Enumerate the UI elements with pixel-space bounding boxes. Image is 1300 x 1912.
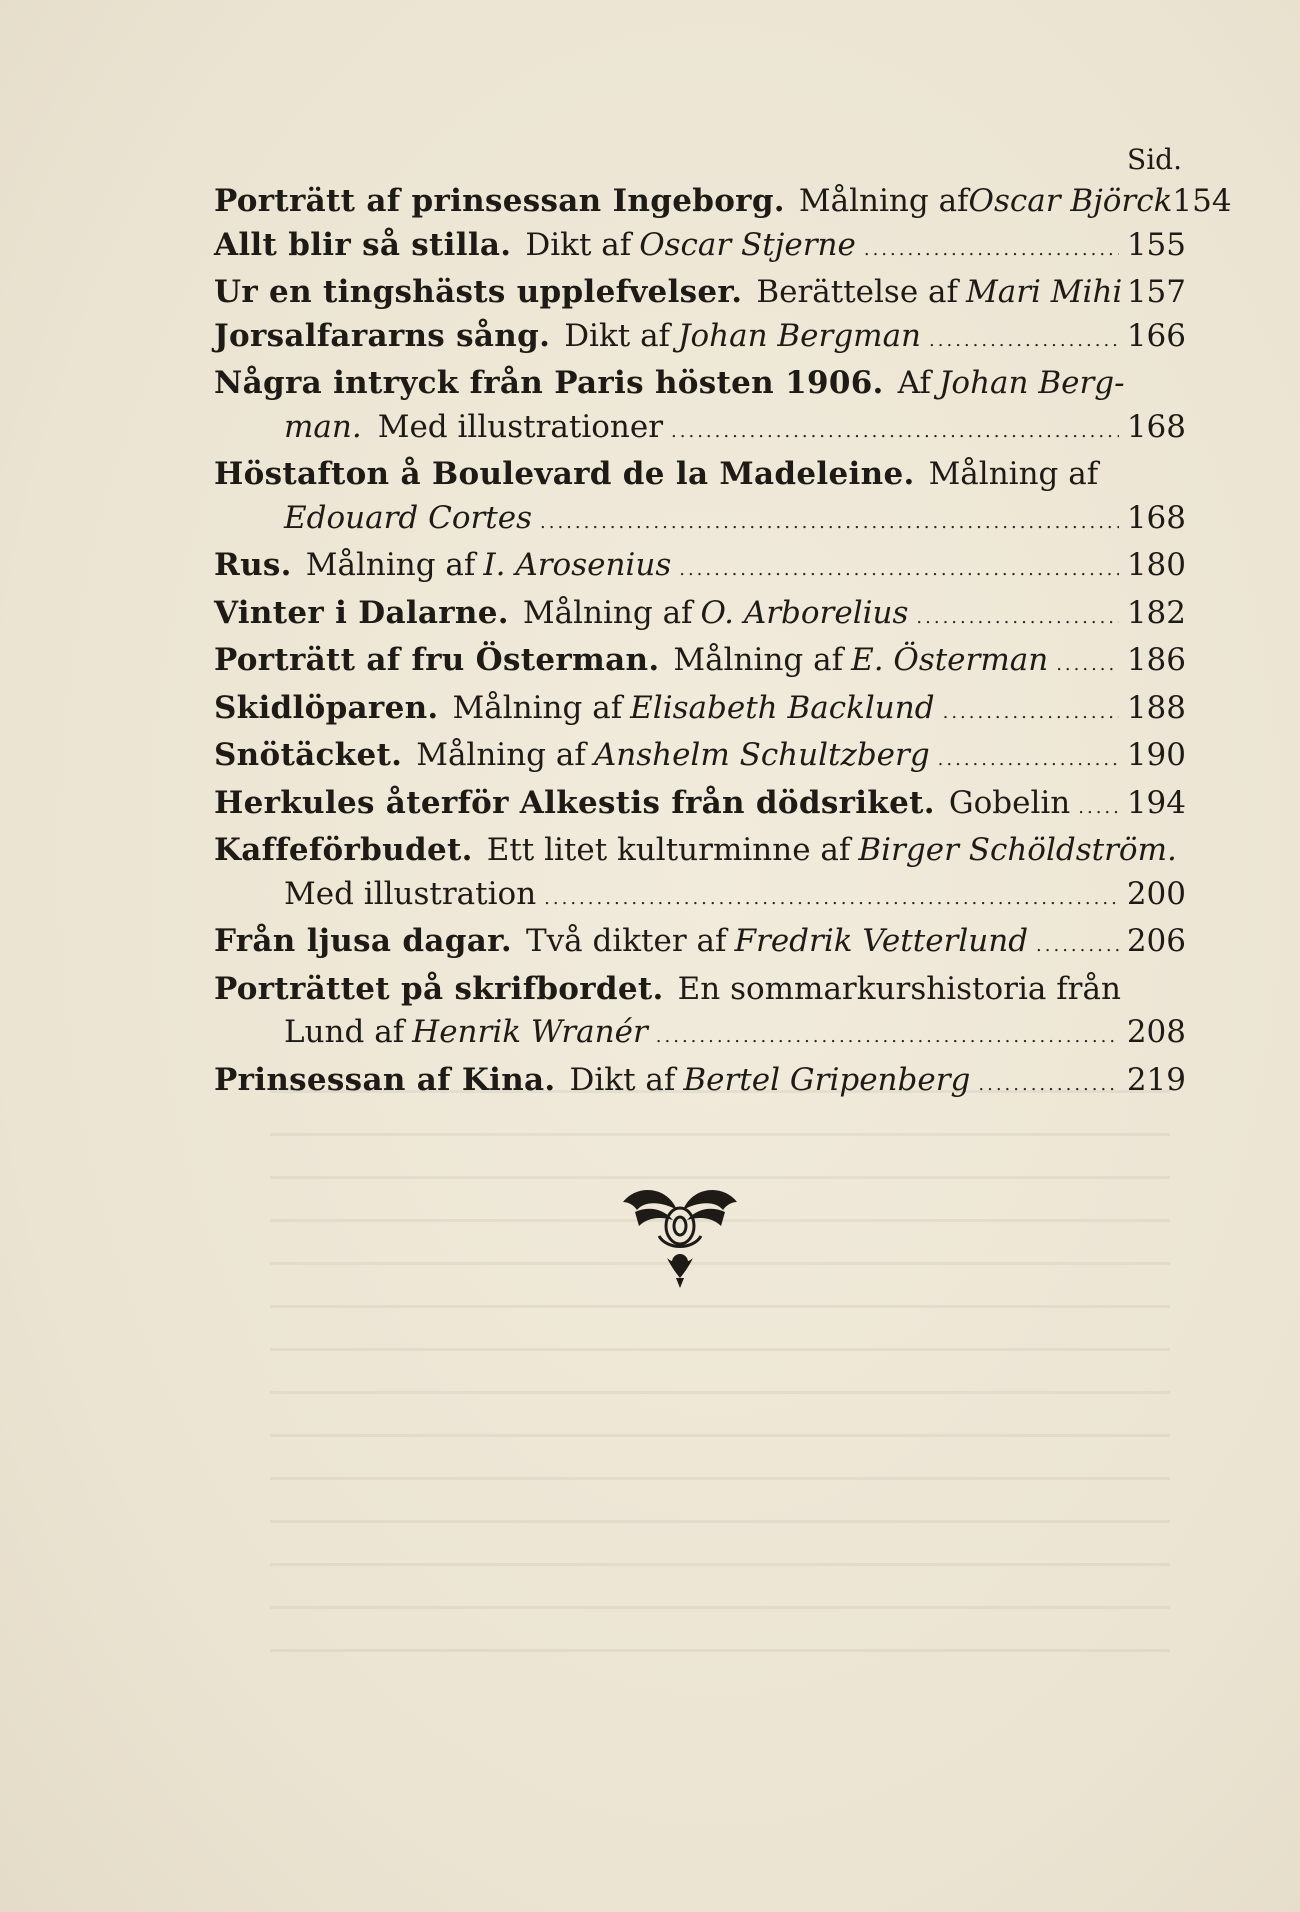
entry-title: Porträtt af prinsessan Ingeborg. <box>214 183 785 219</box>
entry-author-continued: man. <box>284 408 362 445</box>
entry-description: Målning af <box>305 547 476 583</box>
entry-page-number: 154 <box>1172 183 1232 219</box>
entry-title: Från ljusa dagar. <box>214 923 512 959</box>
entry-description: Målning af <box>928 456 1099 492</box>
toc-entry <box>214 362 1186 453</box>
entry-description: Gobelin <box>948 784 1071 821</box>
entry-title: Porträtt af fru Österman. <box>214 642 660 678</box>
entry-page-number: 168 <box>1126 408 1186 445</box>
dot-leader <box>671 410 1119 454</box>
entry-page-number: 155 <box>1126 226 1186 263</box>
toc-entry <box>214 968 1186 1059</box>
entry-title: Rus. <box>214 547 292 583</box>
entry-author: Anshelm Schultzberg <box>593 737 930 773</box>
entry-description: Målning af <box>798 183 969 219</box>
toc-entry <box>214 544 1186 592</box>
toc-entry <box>214 687 1186 735</box>
entry-author: I. Arosenius <box>483 547 672 583</box>
entry-description: Målning af <box>522 594 693 631</box>
floral-ornament-icon <box>615 1180 745 1290</box>
entry-author: Bertel Gripenberg <box>683 1061 971 1098</box>
entry-description: Dikt af <box>569 1061 676 1098</box>
entry-author: Oscar Stjerne <box>639 226 856 263</box>
entry-author: O. Arborelius <box>700 594 909 631</box>
dot-leader <box>1036 924 1119 968</box>
entry-page-number: 186 <box>1126 642 1186 678</box>
entry-description: Målning af <box>673 642 844 678</box>
toc-entry <box>214 453 1186 544</box>
toc-entry <box>214 782 1186 830</box>
dot-leader <box>540 501 1119 545</box>
entry-description-continued: Lund af <box>284 1014 405 1050</box>
entry-title: Vinter i Dalarne. <box>214 594 509 631</box>
dot-leader <box>943 691 1119 735</box>
toc-entry <box>214 920 1186 968</box>
entry-author: Fredrik Vetterlund <box>734 923 1029 959</box>
entry-description-continued: Med illustrationer <box>377 408 664 445</box>
entry-author: Mari Mihi <box>965 274 1123 310</box>
entry-author-continued: Edouard Cortes <box>284 499 533 536</box>
toc-entry <box>214 224 1186 272</box>
entry-author: Oscar Björck <box>968 183 1173 219</box>
entry-page-number: 219 <box>1126 1061 1186 1098</box>
entry-page-number: 168 <box>1126 499 1186 536</box>
dot-leader <box>1056 643 1119 687</box>
entry-description-continued: Med illustration <box>284 875 537 912</box>
entry-title: Herkules återför Alkestis från dödsriket. <box>214 784 935 821</box>
entry-page-number: 166 <box>1126 317 1186 354</box>
entry-title: Prinsessan af Kina. <box>214 1061 556 1098</box>
entry-description: Två dikter af <box>525 923 727 959</box>
entry-author: Birger Schöldström. <box>858 832 1177 868</box>
dot-leader <box>916 596 1118 640</box>
entry-page-number: 194 <box>1126 784 1186 821</box>
entry-author: E. Österman <box>851 642 1049 678</box>
entry-title: Skidlöparen. <box>214 689 439 726</box>
entry-description: Dikt af <box>525 226 632 263</box>
entry-page-number: 180 <box>1126 547 1186 583</box>
entry-description: Af <box>897 365 931 401</box>
dot-leader <box>938 738 1119 782</box>
entry-description: Målning af <box>452 689 623 726</box>
entry-page-number: 188 <box>1126 689 1186 726</box>
entry-description: Dikt af <box>564 317 671 354</box>
toc-entry <box>214 271 1186 315</box>
entry-title: Några intryck från Paris hösten 1906. <box>214 365 884 401</box>
entry-description: Berättelse af <box>756 274 958 310</box>
entry-description: Ett litet kulturminne af <box>486 832 851 868</box>
table-of-contents <box>214 140 1232 1106</box>
dot-leader <box>929 319 1119 363</box>
bleed-through-shadow <box>270 1060 1170 1660</box>
entry-author: Elisabeth Backlund <box>630 689 935 726</box>
dot-leader <box>1078 786 1119 830</box>
dot-leader <box>544 877 1119 921</box>
entry-page-number: 190 <box>1126 737 1186 773</box>
dot-leader <box>978 1063 1118 1107</box>
entry-title: Allt blir så stilla. <box>214 226 512 263</box>
entry-page-number: 206 <box>1126 923 1186 959</box>
entry-page-number: 200 <box>1126 875 1186 912</box>
entry-title: Ur en tingshästs upplefvelser. <box>214 274 743 310</box>
toc-entry <box>214 829 1186 920</box>
entry-author: Johan Bergman <box>678 317 922 354</box>
entry-title: Kaffeförbudet. <box>214 832 473 868</box>
entry-page-number: 157 <box>1126 274 1186 310</box>
dot-leader <box>864 228 1119 272</box>
entry-page-number: 208 <box>1126 1014 1186 1050</box>
entry-title: Höstafton å Boulevard de la Madeleine. <box>214 456 915 492</box>
entry-description: En sommarkurshistoria från <box>677 970 1121 1007</box>
entry-author-continued: Henrik Wranér <box>412 1014 648 1050</box>
toc-entry <box>214 180 1232 224</box>
toc-entry <box>214 639 1186 687</box>
entry-title: Porträttet på skrifbordet. <box>214 970 664 1007</box>
entry-author: Johan Berg- <box>938 365 1125 401</box>
toc-entry <box>214 592 1186 640</box>
entry-page-number: 182 <box>1126 594 1186 631</box>
page-column-header: Sid. <box>1127 143 1182 176</box>
dot-leader <box>679 548 1119 592</box>
entry-description: Målning af <box>416 737 586 773</box>
entry-title: Snötäcket. <box>214 737 403 773</box>
toc-entry <box>214 1059 1186 1107</box>
toc-entry <box>214 315 1186 363</box>
dot-leader <box>656 1015 1119 1059</box>
entry-title: Jorsalfararns sång. <box>214 317 551 354</box>
toc-entry <box>214 734 1186 782</box>
